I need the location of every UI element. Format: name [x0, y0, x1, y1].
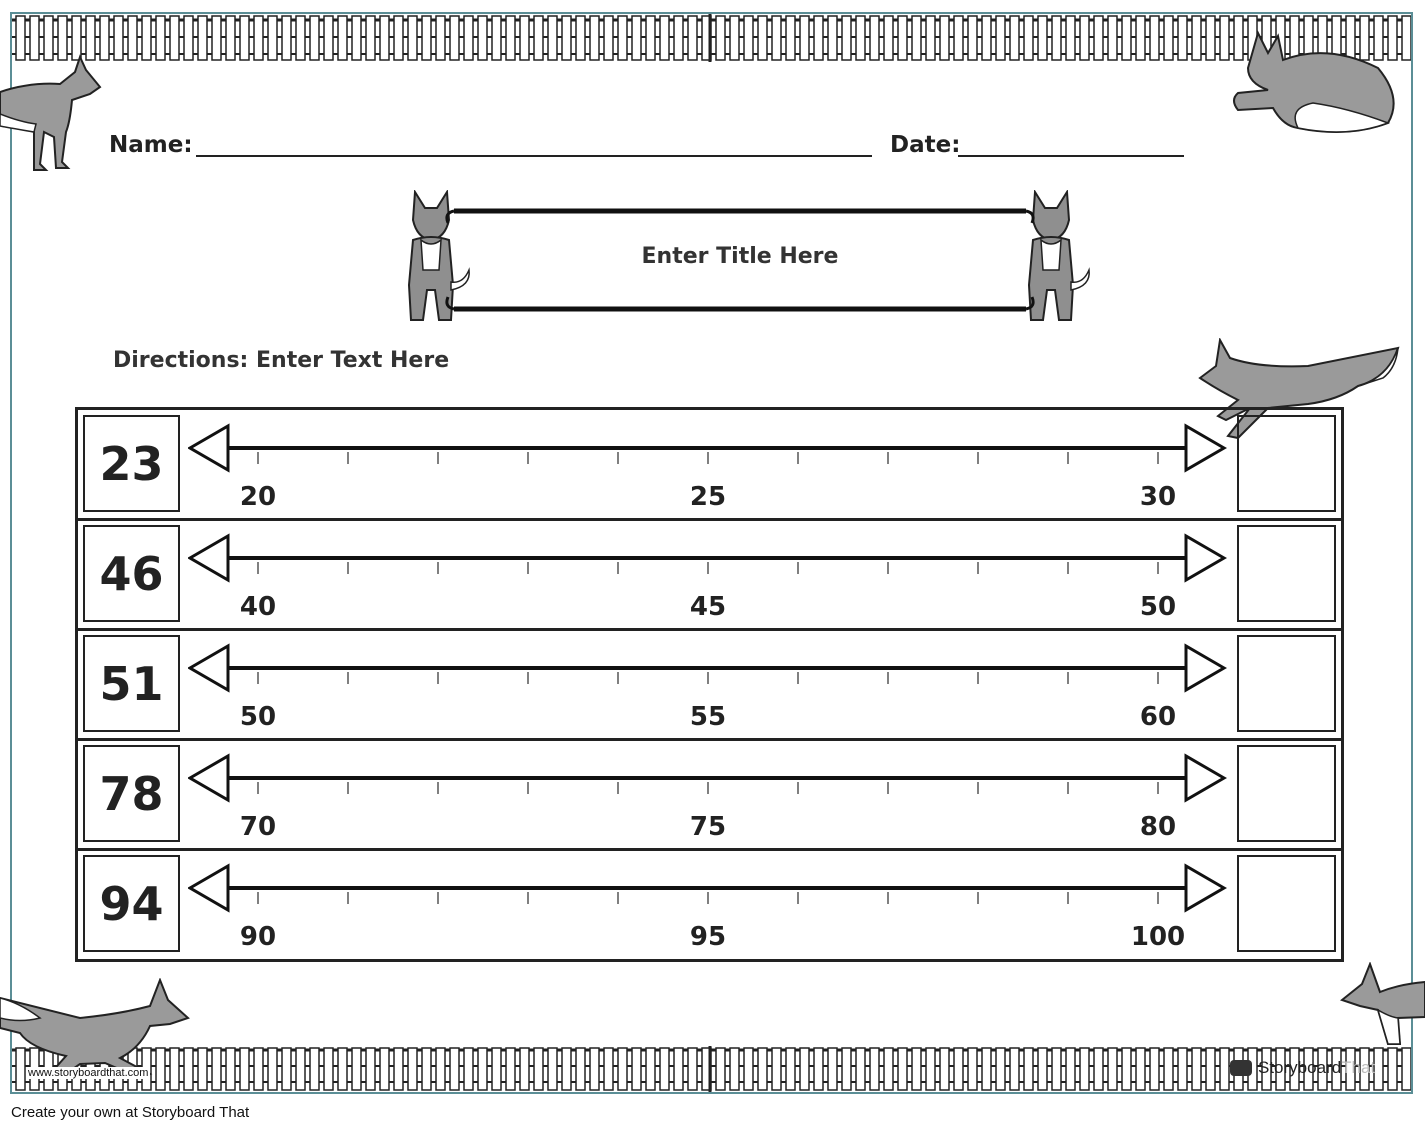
fence-picket: [1024, 16, 1033, 60]
fence-picket: [744, 1048, 753, 1090]
fence-picket: [1206, 16, 1215, 60]
fence-picket: [1402, 1048, 1411, 1090]
fox-peeking-bottom-right-icon: [1340, 962, 1425, 1047]
number-line-row: [78, 850, 1341, 961]
fence-picket: [422, 1048, 431, 1090]
tick-label: 90: [239, 922, 277, 952]
fence-picket: [576, 1048, 585, 1090]
number-line: [188, 420, 1233, 510]
fence-picket: [1206, 1048, 1215, 1090]
fence-picket: [198, 16, 207, 60]
fence-picket: [1066, 16, 1075, 60]
right-arrow-icon: [1186, 756, 1224, 800]
fence-picket: [352, 1048, 361, 1090]
fence-picket: [968, 16, 977, 60]
fence-picket: [268, 16, 277, 60]
fence-picket: [142, 16, 151, 60]
fence-picket: [1094, 1048, 1103, 1090]
fence-picket: [282, 1048, 291, 1090]
answer-box[interactable]: [1237, 745, 1336, 842]
tick-label: 50: [1139, 592, 1177, 622]
fence-picket: [240, 16, 249, 60]
fence-picket: [1136, 1048, 1145, 1090]
fence-picket: [912, 16, 921, 60]
fence-picket: [422, 16, 431, 60]
fence-picket: [1178, 1048, 1187, 1090]
fence-picket: [940, 1048, 949, 1090]
fence-picket: [856, 1048, 865, 1090]
fence-picket: [324, 16, 333, 60]
fence-picket: [408, 16, 417, 60]
fence-picket: [1164, 16, 1173, 60]
fence-picket: [254, 1048, 263, 1090]
fence-picket: [1374, 1048, 1383, 1090]
date-line[interactable]: [958, 155, 1184, 157]
fence-picket: [366, 16, 375, 60]
fence-picket: [1094, 16, 1103, 60]
fence-picket: [478, 1048, 487, 1090]
fence-picket: [786, 1048, 795, 1090]
answer-box[interactable]: [1237, 855, 1336, 952]
number-line-row: [78, 740, 1341, 851]
fence-picket: [170, 16, 179, 60]
storyboard-that-logo: [1230, 1058, 1375, 1078]
fence-picket: [954, 1048, 963, 1090]
fence-picket: [814, 16, 823, 60]
fence-picket: [548, 1048, 557, 1090]
fence-picket: [492, 16, 501, 60]
tick-label: 45: [689, 592, 727, 622]
fence-picket: [366, 1048, 375, 1090]
fence-picket: [632, 1048, 641, 1090]
fence-picket: [1192, 1048, 1201, 1090]
fence-picket: [1220, 1048, 1229, 1090]
fence-picket: [492, 1048, 501, 1090]
fence-picket: [548, 16, 557, 60]
fence-picket: [450, 1048, 459, 1090]
fence-picket: [730, 16, 739, 60]
fence-picket: [604, 1048, 613, 1090]
bottom-fence-border: [12, 1046, 1411, 1092]
fence-picket: [352, 16, 361, 60]
fence-picket: [212, 1048, 221, 1090]
fence-picket: [982, 16, 991, 60]
fence-picket: [660, 16, 669, 60]
fence-picket: [674, 1048, 683, 1090]
fence-picket: [660, 1048, 669, 1090]
tick-label: 100: [1130, 922, 1186, 952]
fence-picket: [856, 16, 865, 60]
fence-picket: [268, 1048, 277, 1090]
fence-picket: [828, 1048, 837, 1090]
left-arrow-icon: [190, 756, 228, 800]
worksheet-title[interactable]: Enter Title Here: [641, 244, 839, 269]
fence-picket: [590, 1048, 599, 1090]
fence-picket: [1052, 1048, 1061, 1090]
fence-picket: [562, 1048, 571, 1090]
brand-storyboard: Storyboard: [1258, 1058, 1342, 1077]
answer-box[interactable]: [1237, 415, 1336, 512]
fence-picket: [450, 16, 459, 60]
fence-picket: [394, 16, 403, 60]
fence-picket: [1080, 1048, 1089, 1090]
fence-picket: [296, 16, 305, 60]
brand-that: That: [1341, 1058, 1376, 1077]
fence-picket: [646, 16, 655, 60]
tick-label: 30: [1139, 482, 1177, 512]
fence-picket: [646, 1048, 655, 1090]
fence-picket: [912, 1048, 921, 1090]
number-line-row: [78, 630, 1341, 741]
fence-picket: [1178, 16, 1187, 60]
target-number: 23: [83, 415, 180, 512]
tick-label: 60: [1139, 702, 1177, 732]
tick-label: 70: [239, 812, 277, 842]
fence-picket: [1122, 16, 1131, 60]
fence-picket: [758, 1048, 767, 1090]
footer-credit[interactable]: Create your own at Storyboard That: [11, 1104, 250, 1121]
fence-picket: [1150, 16, 1159, 60]
number-line: [188, 860, 1233, 950]
fence-picket: [296, 1048, 305, 1090]
top-fence-border: [12, 14, 1411, 62]
fence-picket: [898, 1048, 907, 1090]
target-number: 78: [83, 745, 180, 842]
fence-picket: [842, 16, 851, 60]
fence-picket: [310, 16, 319, 60]
fence-picket: [1402, 16, 1411, 60]
fox-standing-top-left-icon: [0, 52, 105, 172]
fence-picket: [772, 1048, 781, 1090]
fence-picket: [800, 16, 809, 60]
fence-picket: [730, 1048, 739, 1090]
right-arrow-icon: [1186, 536, 1224, 580]
fence-picket: [338, 1048, 347, 1090]
target-number: 46: [83, 525, 180, 622]
fence-picket: [968, 1048, 977, 1090]
fence-picket: [870, 16, 879, 60]
fence-picket: [604, 16, 613, 60]
fence-picket: [1080, 16, 1089, 60]
fence-picket: [1038, 16, 1047, 60]
fence-picket: [338, 16, 347, 60]
tick-label: 50: [239, 702, 277, 732]
fence-picket: [198, 1048, 207, 1090]
fence-picket: [744, 16, 753, 60]
fence-picket: [1052, 16, 1061, 60]
fence-picket: [212, 16, 221, 60]
fence-picket: [534, 16, 543, 60]
left-arrow-icon: [190, 536, 228, 580]
left-arrow-icon: [190, 646, 228, 690]
fence-picket: [520, 16, 529, 60]
fence-picket: [1150, 1048, 1159, 1090]
fence-picket: [520, 1048, 529, 1090]
fence-picket: [464, 1048, 473, 1090]
fence-picket: [226, 1048, 235, 1090]
fence-picket: [688, 1048, 697, 1090]
fence-picket: [156, 16, 165, 60]
fence-picket: [506, 16, 515, 60]
fence-picket: [954, 16, 963, 60]
fence-picket: [814, 1048, 823, 1090]
fence-picket: [982, 1048, 991, 1090]
number-line: [188, 530, 1233, 620]
fence-picket: [926, 1048, 935, 1090]
fence-picket: [716, 16, 725, 60]
fence-picket: [870, 1048, 879, 1090]
target-number: 51: [83, 635, 180, 732]
number-line-row: [78, 410, 1341, 521]
fence-picket: [1192, 16, 1201, 60]
fence-picket: [884, 16, 893, 60]
speech-bubble-icon: [1230, 1060, 1252, 1076]
fence-picket: [688, 16, 697, 60]
watermark-url: www.storyboardthat.com: [28, 1067, 149, 1079]
fence-picket: [996, 16, 1005, 60]
tick-label: 20: [239, 482, 277, 512]
fence-picket: [436, 1048, 445, 1090]
fence-picket: [534, 1048, 543, 1090]
fence-picket: [576, 16, 585, 60]
fence-picket: [394, 1048, 403, 1090]
fence-picket: [632, 16, 641, 60]
fence-picket: [1122, 1048, 1131, 1090]
fence-picket: [898, 16, 907, 60]
fence-picket: [1108, 16, 1117, 60]
date-label: Date:: [890, 132, 961, 158]
fence-picket: [478, 16, 487, 60]
fence-picket: [436, 16, 445, 60]
fox-sleeping-top-right-icon: [1228, 28, 1403, 138]
fence-picket: [1164, 1048, 1173, 1090]
fence-picket: [940, 16, 949, 60]
fence-picket: [618, 16, 627, 60]
fence-picket: [380, 1048, 389, 1090]
fence-picket: [842, 1048, 851, 1090]
answer-box[interactable]: [1237, 635, 1336, 732]
fence-picket: [1010, 16, 1019, 60]
fence-picket: [310, 1048, 319, 1090]
fence-picket: [114, 16, 123, 60]
fence-picket: [1108, 1048, 1117, 1090]
fence-picket: [1038, 1048, 1047, 1090]
fence-picket: [506, 1048, 515, 1090]
fence-picket: [716, 1048, 725, 1090]
number-line-table: [75, 407, 1344, 962]
left-arrow-icon: [190, 866, 228, 910]
fence-picket: [1024, 1048, 1033, 1090]
number-line-row: [78, 520, 1341, 631]
fence-picket: [408, 1048, 417, 1090]
fence-picket: [800, 1048, 809, 1090]
fence-picket: [128, 16, 137, 60]
fence-picket: [464, 16, 473, 60]
name-label: Name:: [109, 132, 193, 158]
left-arrow-icon: [190, 426, 228, 470]
fence-picket: [926, 16, 935, 60]
fence-picket: [618, 1048, 627, 1090]
fence-picket: [1136, 16, 1145, 60]
answer-box[interactable]: [1237, 525, 1336, 622]
fence-picket: [240, 1048, 249, 1090]
tick-label: 40: [239, 592, 277, 622]
fence-picket: [254, 16, 263, 60]
fence-picket: [786, 16, 795, 60]
fence-picket: [184, 16, 193, 60]
fence-picket: [590, 16, 599, 60]
fence-picket: [758, 16, 767, 60]
fence-picket: [674, 16, 683, 60]
fence-picket: [282, 16, 291, 60]
number-line: [188, 750, 1233, 840]
fence-picket: [772, 16, 781, 60]
fence-picket: [1010, 1048, 1019, 1090]
directions-text[interactable]: Directions: Enter Text Here: [113, 348, 450, 373]
tick-label: 25: [689, 482, 727, 512]
right-arrow-icon: [1186, 866, 1224, 910]
fence-picket: [884, 1048, 893, 1090]
fence-picket: [324, 1048, 333, 1090]
fence-picket: [828, 16, 837, 60]
right-arrow-icon: [1186, 426, 1224, 470]
fence-picket: [380, 16, 389, 60]
fence-picket: [996, 1048, 1005, 1090]
tick-label: 95: [689, 922, 727, 952]
target-number: 94: [83, 855, 180, 952]
tick-label: 80: [1139, 812, 1177, 842]
tick-label: 75: [689, 812, 727, 842]
fence-picket: [562, 16, 571, 60]
fence-picket: [226, 16, 235, 60]
tick-label: 55: [689, 702, 727, 732]
fence-picket: [1066, 1048, 1075, 1090]
name-line[interactable]: [196, 155, 872, 157]
right-arrow-icon: [1186, 646, 1224, 690]
fence-picket: [1388, 1048, 1397, 1090]
number-line: [188, 640, 1233, 730]
